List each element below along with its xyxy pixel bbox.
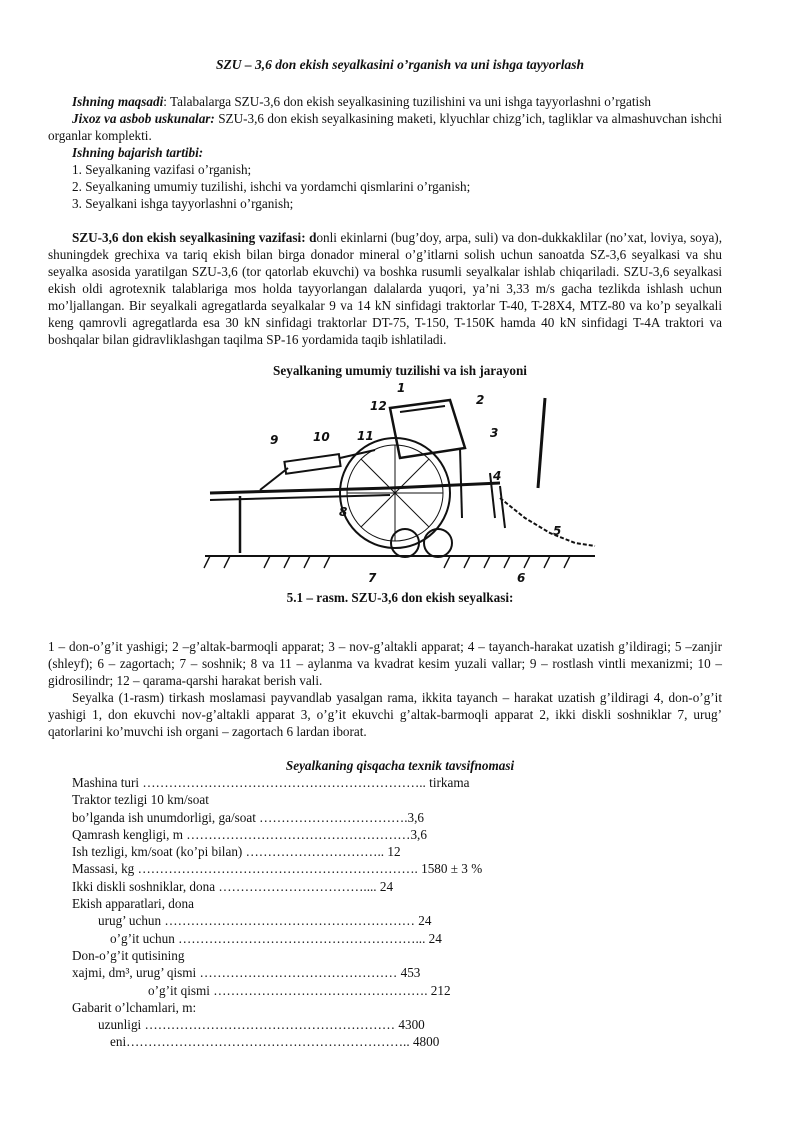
figure-caption: 5.1 – rasm. SZU-3,6 don ekish seyalkasi: bbox=[286, 590, 514, 605]
step-1: 1. Seyalkaning vazifasi o’rganish; bbox=[72, 162, 252, 177]
spec-row: Ekish apparatlari, dona bbox=[72, 896, 194, 912]
seeder-drawing bbox=[200, 378, 600, 588]
spec-row: bo’lganda ish unumdorligi, ga/soat …………………………….3,6 bbox=[72, 809, 425, 825]
aim-label: Ishning maqsadi bbox=[72, 94, 164, 109]
legend-paragraph: 1 – don-o’g’it yashigi; 2 –g’altak-barmoqli apparat; 3 – nov-g’altakli apparat; 4 – tayanch-harakat uzatish g’ildiragi; 5 –zanjir (shleyf); 6 – zagortach; 7 – soshnik; 8 va 11 – aylanma va kvadrat kesim yuzali vallar; 9 – rostlash vintli mexanizmi; 10 – gidrosilindr; 12 – qarama-qarshi harakat berish vali. bbox=[48, 639, 722, 688]
spec-row: Ikki diskli soshniklar, dona …………………………….... 24 bbox=[72, 878, 394, 894]
spec-row: Mashina turi ……………………………………………………….. tirkama bbox=[72, 775, 470, 790]
spec-title: Seyalkaning qisqacha texnik tavsifnomasi bbox=[285, 758, 515, 773]
figure-label-4: 4 bbox=[493, 469, 502, 483]
spec-row: Massasi, kg ………………………………………………………. 1580 ± 3 % bbox=[72, 861, 483, 877]
spec-list bbox=[72, 774, 482, 1051]
description-paragraph: Seyalka (1-rasm) tirkash moslamasi payvandlab yasalgan rama, ikkita tayanch – harakat uzatish g’ildiragi 4, don-o’g’it yashigi 1, don ekuvchi nov-g’altakli apparat 3, o’g’it ekuvchi g’altak-barmoqli apparat 2, ikki diskli soshniklar 7, urug’ qatorlarini ko’muvchi ish organi – zagortach 6 lardan iborat. bbox=[48, 690, 722, 739]
spec-row: eni……………………………………………………….. 4800 bbox=[110, 1034, 440, 1050]
tools-paragraph bbox=[48, 110, 722, 144]
spec-row: Qamrash kengligi, m ……………………………………………3,6 bbox=[72, 826, 427, 842]
aim-paragraph bbox=[48, 93, 722, 110]
spec-row: uzunligi ………………………………………………… 4300 bbox=[98, 1017, 425, 1033]
spec-row: o’g’it qismi …………………………………………. 212 bbox=[148, 982, 451, 998]
step-2: 2. Seyalkaning umumiy tuzilishi, ishchi va yordamchi qismlarini o’rganish; bbox=[72, 179, 471, 194]
spec-row: urug’ uchun ………………………………………………… 24 bbox=[98, 913, 432, 929]
figure-heading: Seyalkaning umumiy tuzilishi va ish jarayoni bbox=[273, 363, 527, 378]
figure-label-8: 8 bbox=[339, 505, 348, 519]
spec-row: Gabarit o’lchamlari, m: bbox=[72, 999, 197, 1015]
figure-label-10: 10 bbox=[313, 430, 330, 444]
figure-label-9: 9 bbox=[270, 433, 279, 447]
purpose-paragraph bbox=[48, 229, 722, 348]
tools-text: SZU-3,6 don ekish seyalkasining maketi, klyuchlar chizg’ich, tagliklar va almashuvchan ishchi organlar komplekti. bbox=[48, 111, 723, 143]
figure-label-5: 5 bbox=[553, 524, 562, 538]
step-3: 3. Seyalkani ishga tayyorlashni o’rganish; bbox=[72, 196, 294, 211]
tools-label: Jixoz va asbob uskunalar: bbox=[72, 111, 215, 126]
figure-label-7: 7 bbox=[368, 571, 377, 585]
figure-label-3: 3 bbox=[490, 426, 499, 440]
figure-label-2: 2 bbox=[476, 393, 485, 407]
figure-label-6: 6 bbox=[517, 571, 526, 585]
order-label: Ishning bajarish tartibi: bbox=[72, 145, 204, 160]
purpose-label: SZU-3,6 don ekish seyalkasining vazifasi: d bbox=[72, 230, 317, 245]
document-title: SZU – 3,6 don ekish seyalkasini o’rganish va uni ishga tayyorlash bbox=[216, 57, 584, 72]
spec-row: xajmi, dm³, urug’ qismi ……………………………………… 453 bbox=[72, 965, 421, 981]
spec-row: o’g’it uchun ………………………………………………... 24 bbox=[110, 930, 442, 946]
aim-text: : Talabalarga SZU-3,6 don ekish seyalkasining tuzilishini va uni ishga tayyorlashni o’rgatish bbox=[163, 94, 651, 109]
spec-row: Don-o’g’it qutisining bbox=[72, 947, 185, 963]
figure-label-11: 11 bbox=[357, 429, 374, 443]
spec-row: Traktor tezligi 10 km/soat bbox=[72, 792, 209, 808]
spec-row: Ish tezligi, km/soat (ko’pi bilan) ………………………….. 12 bbox=[72, 844, 401, 860]
purpose-text: onli ekinlarni (bug’doy, arpa, suli) va don-dukkaklilar (no’xat, loviya, soya), shuningdek grechixa va tariq ekish bilan birga donador mineral o’g’itlarni solish uchun sanoatda SZ-3,6 seyalkasi va shu seyalka asosida yaratilgan SZU-3,6 (tor qatorlab ekuvchi) va boshka rusumli seyalkalar ishlab chiqariladi. SZU-3,6 seyalkasi ekish oldi agrotexnik talablariga mos holda tayyorlangan dalalarda yuqori, ya’ni 3,33 m/s gacha tezlikda ishlash uchun mo’ljallangan. Bir seyalkali agregatlarda seyalkalar 9 va 14 kN sinfidagi traktorlar T-40, T-28X4, MTZ-80 va ko’p seyalkali keng qamrovli agregatlarda esa 30 kN sinfidagi traktorlar DT-75, T-150, T-150K hamda 40 kN sinfidagi T-4A traktori va boshqalar bilan gidravliklashgan taqilma SP-16 yordamida taqib ishlatiladi. bbox=[48, 230, 722, 347]
figure-label-12: 12 bbox=[370, 399, 387, 413]
figure-label-1: 1 bbox=[397, 381, 406, 395]
